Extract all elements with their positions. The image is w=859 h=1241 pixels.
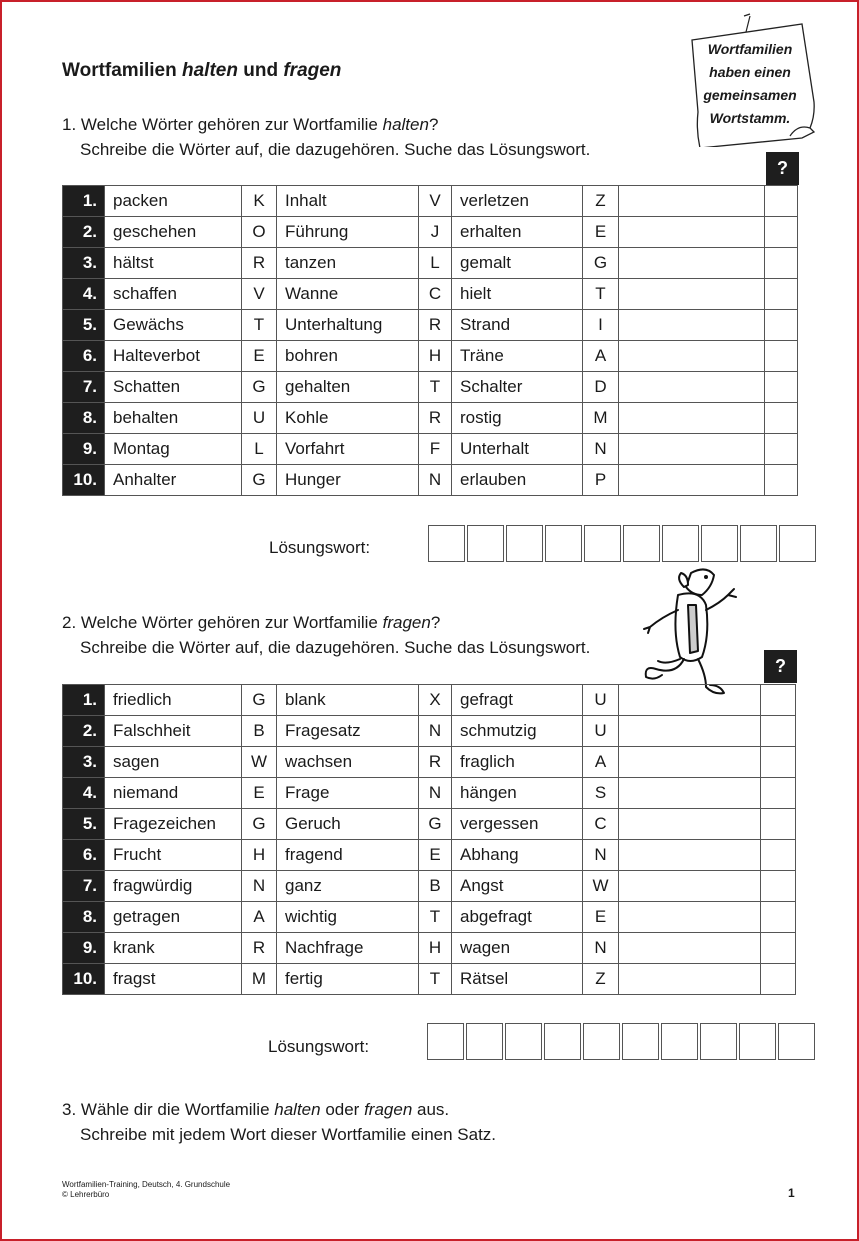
solution-letter-cell[interactable]: [765, 310, 798, 341]
row-number: 10.: [63, 964, 105, 995]
letter-cell: J: [419, 217, 452, 248]
letter-cell: R: [242, 248, 277, 279]
word-cell: Fragesatz: [277, 716, 419, 747]
solution-letter-cell[interactable]: [761, 809, 796, 840]
letter-cell: G: [242, 465, 277, 496]
word-cell: hielt: [452, 279, 583, 310]
letter-cell: N: [419, 465, 452, 496]
word-cell: Inhalt: [277, 186, 419, 217]
solution-letter-box[interactable]: [427, 1023, 464, 1060]
question-mark-box: ?: [764, 650, 797, 683]
word-cell: hältst: [105, 248, 242, 279]
word-cell: gehalten: [277, 372, 419, 403]
page-number: 1: [788, 1186, 795, 1200]
letter-cell: E: [583, 902, 619, 933]
note-line: haben einen: [709, 64, 791, 80]
letter-cell: E: [419, 840, 452, 871]
letter-cell: U: [583, 716, 619, 747]
answer-cell[interactable]: [619, 716, 761, 747]
word-cell: geschehen: [105, 217, 242, 248]
letter-cell: C: [419, 279, 452, 310]
solution-letter-cell[interactable]: [765, 279, 798, 310]
letter-cell: N: [419, 716, 452, 747]
table-row: [63, 248, 798, 279]
letter-cell: U: [242, 403, 277, 434]
word-cell: erlauben: [452, 465, 583, 496]
word-cell: fragwürdig: [105, 871, 242, 902]
solution-letter-cell[interactable]: [765, 248, 798, 279]
letter-cell: M: [242, 964, 277, 995]
letter-cell: G: [242, 372, 277, 403]
task1-instruction: 1. Welche Wörter gehören zur Wortfamilie halten? Schreibe die Wörter auf, die dazugehören. Suche das Lösungswort.: [62, 115, 591, 159]
table-row: [63, 840, 796, 871]
row-number: 9.: [63, 434, 105, 465]
solution-letter-cell[interactable]: [761, 685, 796, 716]
word-cell: tanzen: [277, 248, 419, 279]
table-row: [63, 217, 798, 248]
row-number: 1.: [63, 685, 105, 716]
letter-cell: N: [419, 778, 452, 809]
solution-letter-cell[interactable]: [765, 341, 798, 372]
table-row: [63, 434, 798, 465]
solution-letter-box[interactable]: [506, 525, 543, 562]
letter-cell: R: [419, 403, 452, 434]
word-cell: Schatten: [105, 372, 242, 403]
row-number: 10.: [63, 465, 105, 496]
task3-instruction: 3. Wähle dir die Wortfamilie halten oder fragen aus. Schreibe mit jedem Wort dieser Wortfamilie einen Satz.: [62, 1100, 497, 1144]
word-cell: erhalten: [452, 217, 583, 248]
solution-letter-box[interactable]: [544, 1023, 581, 1060]
letter-cell: N: [583, 840, 619, 871]
letter-cell: W: [242, 747, 277, 778]
letter-cell: Z: [583, 964, 619, 995]
word-cell: Wanne: [277, 279, 419, 310]
word-cell: vergessen: [452, 809, 583, 840]
solution-letter-box[interactable]: [428, 525, 465, 562]
answer-cell[interactable]: [619, 933, 761, 964]
word-cell: Führung: [277, 217, 419, 248]
letter-cell: T: [419, 964, 452, 995]
word-cell: Rätsel: [452, 964, 583, 995]
word-cell: ganz: [277, 871, 419, 902]
table-row: [63, 403, 798, 434]
row-number: 6.: [63, 840, 105, 871]
word-cell: Angst: [452, 871, 583, 902]
word-cell: Strand: [452, 310, 583, 341]
solution-letter-cell[interactable]: [761, 964, 796, 995]
answer-cell[interactable]: [619, 248, 765, 279]
word-cell: verletzen: [452, 186, 583, 217]
word-cell: gemalt: [452, 248, 583, 279]
letter-cell: W: [583, 871, 619, 902]
word-cell: behalten: [105, 403, 242, 434]
answer-cell[interactable]: [619, 685, 761, 716]
letter-cell: H: [419, 341, 452, 372]
solution-letter-box[interactable]: [779, 525, 816, 562]
letter-cell: S: [583, 778, 619, 809]
solution-letter-cell[interactable]: [761, 747, 796, 778]
row-number: 6.: [63, 341, 105, 372]
row-number: 4.: [63, 279, 105, 310]
page-title: Wortfamilien halten und fragen: [62, 60, 342, 81]
word-cell: Halteverbot: [105, 341, 242, 372]
answer-cell[interactable]: [619, 310, 765, 341]
solution-label: Lösungswort:: [268, 1037, 370, 1056]
word-cell: Frage: [277, 778, 419, 809]
table-row: [63, 964, 796, 995]
solution-letter-box[interactable]: [662, 525, 699, 562]
solution-letter-cell[interactable]: [765, 465, 798, 496]
solution-letter-box[interactable]: [661, 1023, 698, 1060]
answer-cell[interactable]: [619, 778, 761, 809]
word-cell: packen: [105, 186, 242, 217]
word-cell: Träne: [452, 341, 583, 372]
answer-cell[interactable]: [619, 372, 765, 403]
solution-letter-cell[interactable]: [761, 902, 796, 933]
note-line: Wortfamilien: [707, 41, 793, 57]
task2-instruction: 2. Welche Wörter gehören zur Wortfamilie fragen? Schreibe die Wörter auf, die dazugehören. Suche das Lösungswort.: [62, 613, 591, 657]
letter-cell: L: [419, 248, 452, 279]
letter-cell: G: [242, 685, 277, 716]
answer-cell[interactable]: [619, 186, 765, 217]
solution-letter-box[interactable]: [467, 525, 504, 562]
letter-cell: T: [583, 279, 619, 310]
word-cell: Montag: [105, 434, 242, 465]
word-cell: Unterhalt: [452, 434, 583, 465]
solution-letter-box[interactable]: [505, 1023, 542, 1060]
task1-word-table: [62, 185, 798, 496]
letter-cell: F: [419, 434, 452, 465]
info-note: [688, 18, 818, 146]
word-cell: gefragt: [452, 685, 583, 716]
solution-letter-box[interactable]: [545, 525, 582, 562]
letter-cell: L: [242, 434, 277, 465]
letter-cell: T: [242, 310, 277, 341]
word-cell: Kohle: [277, 403, 419, 434]
word-cell: wichtig: [277, 902, 419, 933]
letter-cell: R: [242, 933, 277, 964]
table-row: [63, 279, 798, 310]
letter-cell: A: [583, 341, 619, 372]
letter-cell: K: [242, 186, 277, 217]
word-cell: Hunger: [277, 465, 419, 496]
letter-cell: N: [583, 933, 619, 964]
word-cell: sagen: [105, 747, 242, 778]
word-cell: Abhang: [452, 840, 583, 871]
solution-letter-cell[interactable]: [761, 778, 796, 809]
row-number: 3.: [63, 248, 105, 279]
word-cell: krank: [105, 933, 242, 964]
answer-cell[interactable]: [619, 217, 765, 248]
word-cell: Frucht: [105, 840, 242, 871]
solution-letter-cell[interactable]: [765, 186, 798, 217]
table-row: [63, 186, 798, 217]
table-row: [63, 778, 796, 809]
solution-letter-box[interactable]: [622, 1023, 659, 1060]
letter-cell: X: [419, 685, 452, 716]
word-cell: Vorfahrt: [277, 434, 419, 465]
letter-cell: T: [419, 372, 452, 403]
solution-letter-box[interactable]: [584, 525, 621, 562]
letter-cell: I: [583, 310, 619, 341]
answer-cell[interactable]: [619, 964, 761, 995]
solution-letter-box[interactable]: [739, 1023, 776, 1060]
word-cell: fragst: [105, 964, 242, 995]
word-cell: Nachfrage: [277, 933, 419, 964]
row-number: 4.: [63, 778, 105, 809]
letter-cell: O: [242, 217, 277, 248]
row-number: 9.: [63, 933, 105, 964]
letter-cell: R: [419, 747, 452, 778]
table-row: [63, 341, 798, 372]
letter-cell: H: [242, 840, 277, 871]
table-row: [63, 465, 798, 496]
footer: Wortfamilien-Training, Deutsch, 4. Grundschule © Lehrerbüro: [62, 1180, 231, 1199]
word-cell: fragend: [277, 840, 419, 871]
word-cell: bohren: [277, 341, 419, 372]
letter-cell: C: [583, 809, 619, 840]
letter-cell: N: [583, 434, 619, 465]
letter-cell: M: [583, 403, 619, 434]
solution-letter-box[interactable]: [700, 1023, 737, 1060]
letter-cell: D: [583, 372, 619, 403]
solution-letter-cell[interactable]: [761, 716, 796, 747]
answer-cell[interactable]: [619, 902, 761, 933]
word-cell: wachsen: [277, 747, 419, 778]
word-cell: rostig: [452, 403, 583, 434]
word-cell: niemand: [105, 778, 242, 809]
solution-letter-box[interactable]: [583, 1023, 620, 1060]
row-number: 8.: [63, 403, 105, 434]
solution-label: Lösungswort:: [269, 538, 371, 557]
word-cell: Geruch: [277, 809, 419, 840]
letter-cell: V: [419, 186, 452, 217]
answer-cell[interactable]: [619, 809, 761, 840]
answer-cell[interactable]: [619, 279, 765, 310]
table-row: [63, 685, 796, 716]
letter-cell: N: [242, 871, 277, 902]
answer-cell[interactable]: [619, 341, 765, 372]
table-row: [63, 871, 796, 902]
letter-cell: Z: [583, 186, 619, 217]
solution-letter-cell[interactable]: [765, 434, 798, 465]
row-number: 3.: [63, 747, 105, 778]
letter-cell: U: [583, 685, 619, 716]
solution-letter-cell[interactable]: [761, 840, 796, 871]
solution-letter-box[interactable]: [740, 525, 777, 562]
question-mark-box: ?: [766, 152, 799, 185]
answer-cell[interactable]: [619, 747, 761, 778]
word-cell: Schalter: [452, 372, 583, 403]
letter-cell: B: [419, 871, 452, 902]
solution-letter-box[interactable]: [466, 1023, 503, 1060]
letter-cell: A: [242, 902, 277, 933]
word-cell: Fragezeichen: [105, 809, 242, 840]
table-row: [63, 902, 796, 933]
word-cell: getragen: [105, 902, 242, 933]
word-cell: wagen: [452, 933, 583, 964]
word-cell: schaffen: [105, 279, 242, 310]
note-line: gemeinsamen: [703, 87, 797, 103]
answer-cell[interactable]: [619, 403, 765, 434]
solution-letter-cell[interactable]: [765, 372, 798, 403]
solution-letter-box[interactable]: [623, 525, 660, 562]
row-number: 8.: [63, 902, 105, 933]
letter-cell: R: [419, 310, 452, 341]
task2-solution-boxes[interactable]: [427, 1023, 817, 1060]
solution-letter-cell[interactable]: [761, 933, 796, 964]
table-row: [63, 716, 796, 747]
row-number: 1.: [63, 186, 105, 217]
solution-letter-box[interactable]: [778, 1023, 815, 1060]
letter-cell: G: [242, 809, 277, 840]
letter-cell: E: [242, 778, 277, 809]
table-row: [63, 809, 796, 840]
answer-cell[interactable]: [619, 871, 761, 902]
word-cell: fraglich: [452, 747, 583, 778]
letter-cell: V: [242, 279, 277, 310]
letter-cell: H: [419, 933, 452, 964]
solution-letter-cell[interactable]: [765, 217, 798, 248]
letter-cell: B: [242, 716, 277, 747]
word-cell: schmutzig: [452, 716, 583, 747]
word-cell: Gewächs: [105, 310, 242, 341]
word-cell: Falschheit: [105, 716, 242, 747]
answer-cell[interactable]: [619, 840, 761, 871]
word-cell: blank: [277, 685, 419, 716]
note-line: Wortstamm.: [709, 110, 791, 126]
word-cell: fertig: [277, 964, 419, 995]
answer-cell[interactable]: [619, 434, 765, 465]
letter-cell: P: [583, 465, 619, 496]
word-cell: hängen: [452, 778, 583, 809]
row-number: 7.: [63, 871, 105, 902]
letter-cell: E: [583, 217, 619, 248]
task2-word-table: [62, 684, 796, 995]
word-cell: Unterhaltung: [277, 310, 419, 341]
row-number: 5.: [63, 809, 105, 840]
table-row: [63, 310, 798, 341]
task1-solution-boxes[interactable]: [428, 525, 818, 562]
solution-letter-cell[interactable]: [765, 403, 798, 434]
word-cell: Anhalter: [105, 465, 242, 496]
row-number: 2.: [63, 716, 105, 747]
letter-cell: G: [583, 248, 619, 279]
row-number: 7.: [63, 372, 105, 403]
letter-cell: A: [583, 747, 619, 778]
letter-cell: E: [242, 341, 277, 372]
solution-letter-box[interactable]: [701, 525, 738, 562]
table-row: [63, 372, 798, 403]
table-row: [63, 933, 796, 964]
letter-cell: G: [419, 809, 452, 840]
row-number: 2.: [63, 217, 105, 248]
word-cell: friedlich: [105, 685, 242, 716]
table-row: [63, 747, 796, 778]
solution-letter-cell[interactable]: [761, 871, 796, 902]
row-number: 5.: [63, 310, 105, 341]
letter-cell: T: [419, 902, 452, 933]
answer-cell[interactable]: [619, 465, 765, 496]
word-cell: abgefragt: [452, 902, 583, 933]
